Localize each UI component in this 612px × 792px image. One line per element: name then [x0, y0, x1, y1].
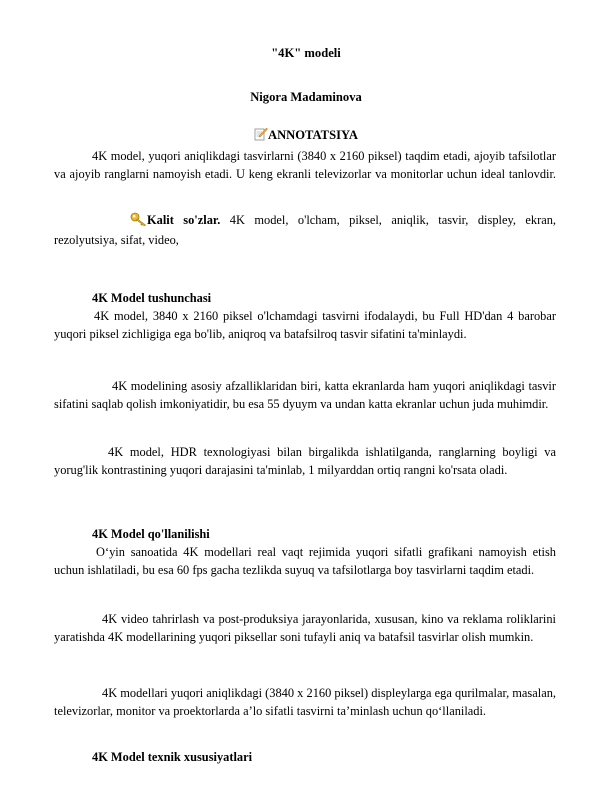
memo-pencil-icon	[254, 127, 268, 145]
annotation-text: 4K model, yuqori aniqlikdagi tasvirlarni (3840 x 2160 piksel) taqdim etadi, ajoyib tafsilotlar va ajoyib ranglarni namoyish etadi. U keng ekranli televizorlar va monitorlar uchun ideal tanlovdir.	[54, 149, 556, 181]
keywords-label: Kalit so'zlar.	[147, 213, 221, 227]
key-icon	[92, 212, 147, 232]
keywords	[54, 212, 556, 249]
section-paragraph: 4K video tahrirlash va post-produksiya jarayonlarida, xususan, kino va reklama roliklarini yaratishda 4K modellarining yuqori piksellar soni tufayli aniq va batafsil tasvirlar olish mumkin.	[54, 612, 556, 644]
section-paragraph: 4K modelining asosiy afzalliklaridan biri, katta ekranlarda ham yuqori aniqlikdagi tasvir sifatini saqlab qolish imkoniyatidir, bu esa 55 dyuym va undan katta ekranlar uchun juda muhimdir.	[54, 379, 556, 411]
annotation-heading-text: ANNOTATSIYA	[267, 128, 359, 142]
section-heading: 4K Model qo'llanilishi	[92, 527, 210, 541]
section-paragraph: 4K model, 3840 x 2160 piksel o'lchamdagi tasvirni ifodalaydi, bu Full HD'dan 4 barobar yuqori piksel zichligiga ega bo'lib, aniqroq va batafsilroq tasvir sifatini ta'minlaydi.	[54, 309, 556, 341]
section-paragraph: 4K model, HDR texnologiyasi bilan birgalikda ishlatilganda, ranglarning boyligi va yorug'lik kontrastining yuqori darajasini ta'minlab, 1 milyarddan ortiq rangni ko'rsata oladi.	[54, 445, 556, 477]
section-paragraph: 4K modellari yuqori aniqlikdagi (3840 x 2160 piksel) displeylarga ega qurilmalar, masalan, televizorlar, monitor va proektorlarda a’lo sifatli tasvirni ta’minlash uchun qo‘llaniladi.	[54, 686, 556, 718]
section-heading: 4K Model tushunchasi	[92, 291, 212, 305]
keywords-list: 4K model, o'lcham, piksel, aniqlik, tasvir, displey, ekran, rezolyutsiya, sifat, video,	[54, 213, 557, 247]
annotation-heading	[0, 127, 612, 145]
section-heading: 4K Model texnik xususiyatlari	[92, 750, 253, 764]
author-name: Nigora Madaminova	[250, 90, 362, 104]
section-paragraph: O‘yin sanoatida 4K modellari real vaqt rejimida yuqori sifatli grafikani namoyish etish uchun ishlatiladi, bu esa 60 fps gacha tezlikda suyuq va tafsilotlarga boy tasvirlarni taqdim etadi.	[54, 545, 556, 577]
document-title: "4K" modeli	[271, 46, 341, 60]
